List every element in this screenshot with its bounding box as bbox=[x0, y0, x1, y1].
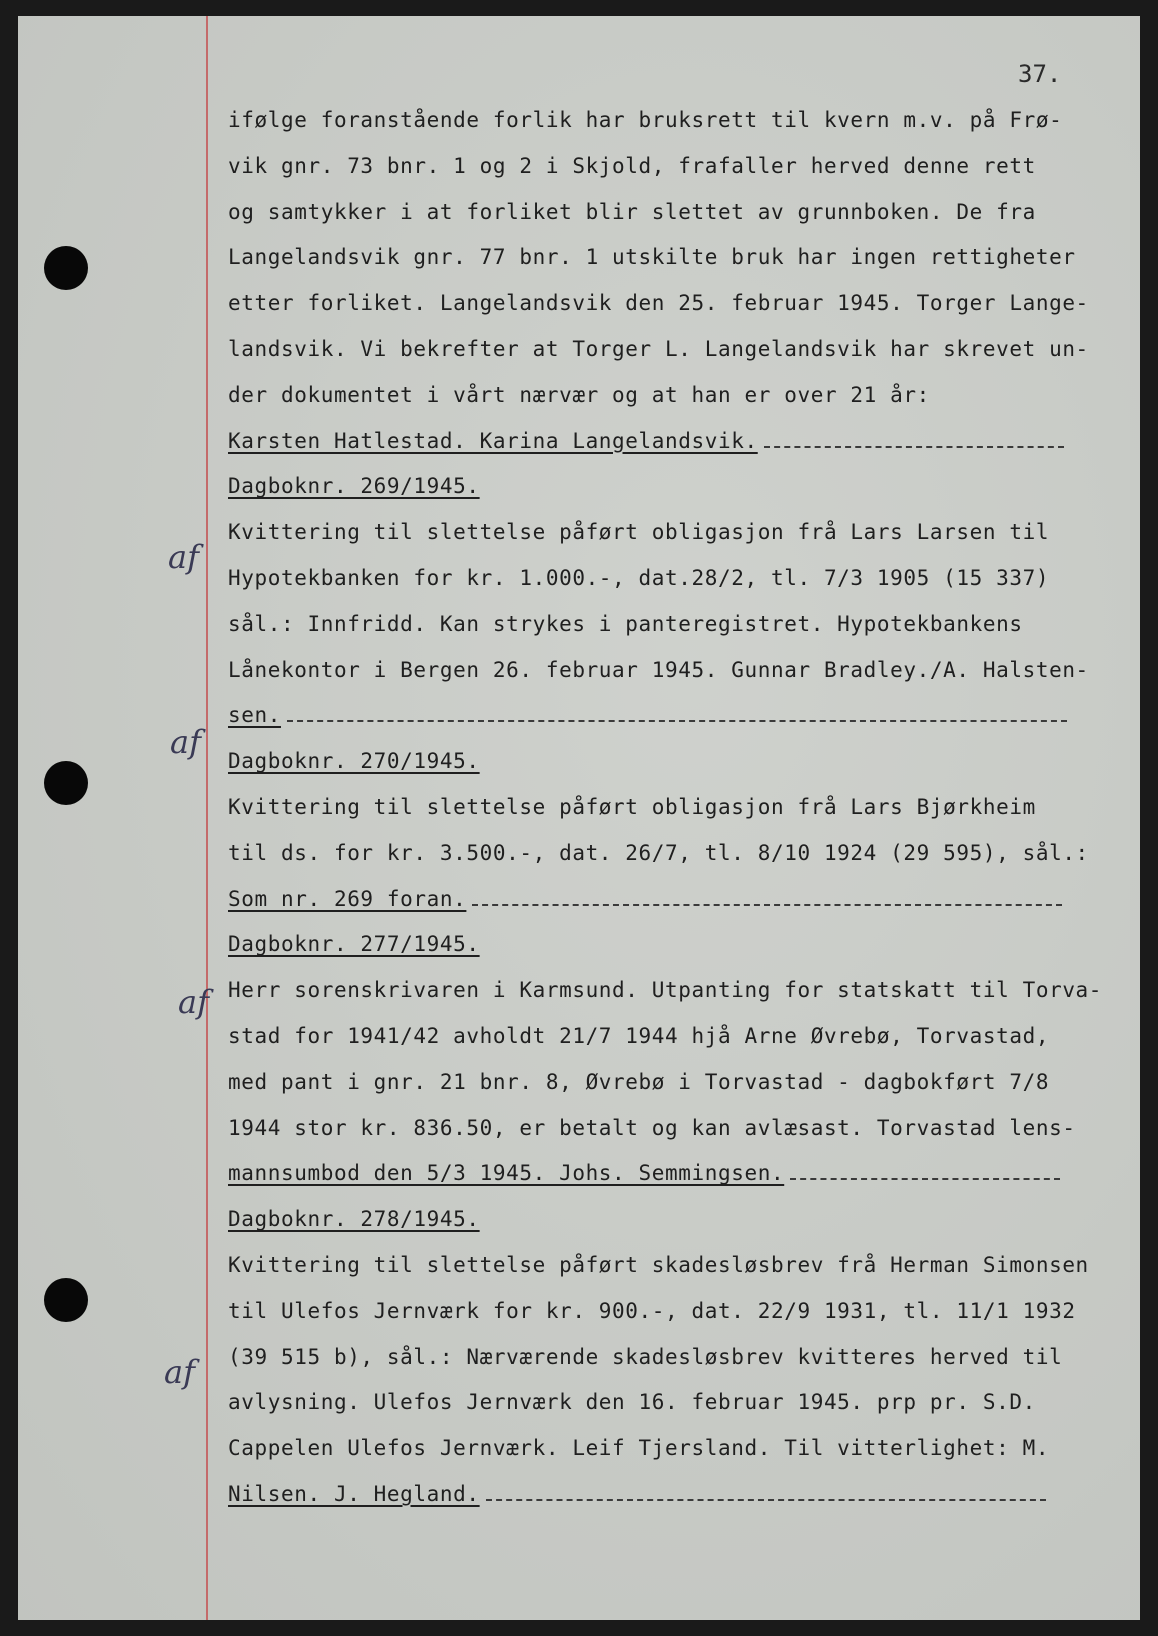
text-line: Cappelen Ulefos Jernværk. Leif Tjersland. Til vitterlighet: M. bbox=[228, 1436, 1050, 1461]
entry-heading: Dagboknr. 277/1945. bbox=[228, 932, 480, 957]
text-line: Kvittering til slettelse påført obligasjon frå Lars Bjørkheim bbox=[228, 794, 1036, 819]
registry-text bbox=[228, 98, 1108, 1518]
dash-rule bbox=[764, 436, 1064, 448]
document-page bbox=[18, 16, 1140, 1620]
entry-heading: Dagboknr. 270/1945. bbox=[228, 749, 480, 774]
text-line: etter forliket. Langelandsvik den 25. februar 1945. Torger Lange- bbox=[228, 291, 1089, 316]
text-line: til Ulefos Jernværk for kr. 900.-, dat. 22/9 1931, tl. 11/1 1932 bbox=[228, 1298, 1076, 1323]
text-line: Kvittering til slettelse påført obligasjon frå Lars Larsen til bbox=[228, 520, 1050, 545]
text-line: til ds. for kr. 3.500.-, dat. 26/7, tl. 8/10 1924 (29 595), sål.: bbox=[228, 840, 1089, 865]
margin-rule bbox=[206, 16, 208, 1620]
text-line: Herr sorenskrivaren i Karmsund. Utpanting for statskatt til Torva- bbox=[228, 978, 1103, 1003]
text-line: Langelandsvik gnr. 77 bnr. 1 utskilte bruk har ingen rettigheter bbox=[228, 245, 1076, 270]
text-line: vik gnr. 73 bnr. 1 og 2 i Skjold, frafaller herved denne rett bbox=[228, 153, 1036, 178]
dash-rule bbox=[287, 710, 1067, 722]
page-number: 37. bbox=[1018, 60, 1062, 88]
text-line: der dokumentet i vårt nærvær og at han er over 21 år: bbox=[228, 382, 930, 407]
punch-hole bbox=[44, 246, 88, 290]
entry-heading: Dagboknr. 278/1945. bbox=[228, 1207, 480, 1232]
text-line: og samtykker i at forliket blir slettet av grunnboken. De fra bbox=[228, 199, 1036, 224]
dash-rule bbox=[790, 1168, 1060, 1180]
text-line: Som nr. 269 foran. bbox=[228, 877, 1108, 923]
text-line: Lånekontor i Bergen 26. februar 1945. Gunnar Bradley./A. Halsten- bbox=[228, 657, 1089, 682]
text-line: 1944 stor kr. 836.50, er betalt og kan avlæsast. Torvastad lens- bbox=[228, 1115, 1076, 1140]
signature-line: Karsten Hatlestad. Karina Langelandsvik. bbox=[228, 419, 1108, 465]
text-line: ifølge foranstående forlik har bruksrett til kvern m.v. på Frø- bbox=[228, 108, 1063, 132]
margin-mark: af bbox=[164, 1353, 195, 1391]
dash-rule bbox=[472, 894, 1062, 906]
text-line: Hypotekbanken for kr. 1.000.-, dat.28/2, tl. 7/3 1905 (15 337) bbox=[228, 565, 1050, 590]
text-line: landsvik. Vi bekrefter at Torger L. Langelandsvik har skrevet un- bbox=[228, 336, 1089, 361]
margin-mark: af bbox=[178, 983, 209, 1021]
punch-hole bbox=[44, 1278, 88, 1322]
text-line: avlysning. Ulefos Jernværk den 16. februar 1945. prp pr. S.D. bbox=[228, 1390, 1036, 1415]
text-line: sål.: Innfridd. Kan strykes i panteregistret. Hypotekbankens bbox=[228, 611, 1023, 636]
text-line: sen. bbox=[228, 693, 1108, 739]
text-line: (39 515 b), sål.: Nærværende skadesløsbrev kvitteres herved til bbox=[228, 1344, 1063, 1369]
text-line: stad for 1941/42 avholdt 21/7 1944 hjå Arne Øvrebø, Torvastad, bbox=[228, 1023, 1050, 1048]
margin-mark: af bbox=[168, 538, 199, 576]
text-line: Nilsen. J. Hegland. bbox=[228, 1472, 1108, 1518]
margin-mark: af bbox=[170, 723, 201, 761]
text-line: med pant i gnr. 21 bnr. 8, Øvrebø i Torvastad - dagbokført 7/8 bbox=[228, 1069, 1050, 1094]
entry-heading: Dagboknr. 269/1945. bbox=[228, 474, 480, 499]
dash-rule bbox=[486, 1489, 1046, 1501]
text-line: Kvittering til slettelse påført skadesløsbrev frå Herman Simonsen bbox=[228, 1252, 1089, 1277]
punch-hole bbox=[44, 761, 88, 805]
text-line: mannsumbod den 5/3 1945. Johs. Semmingsen. bbox=[228, 1151, 1108, 1197]
